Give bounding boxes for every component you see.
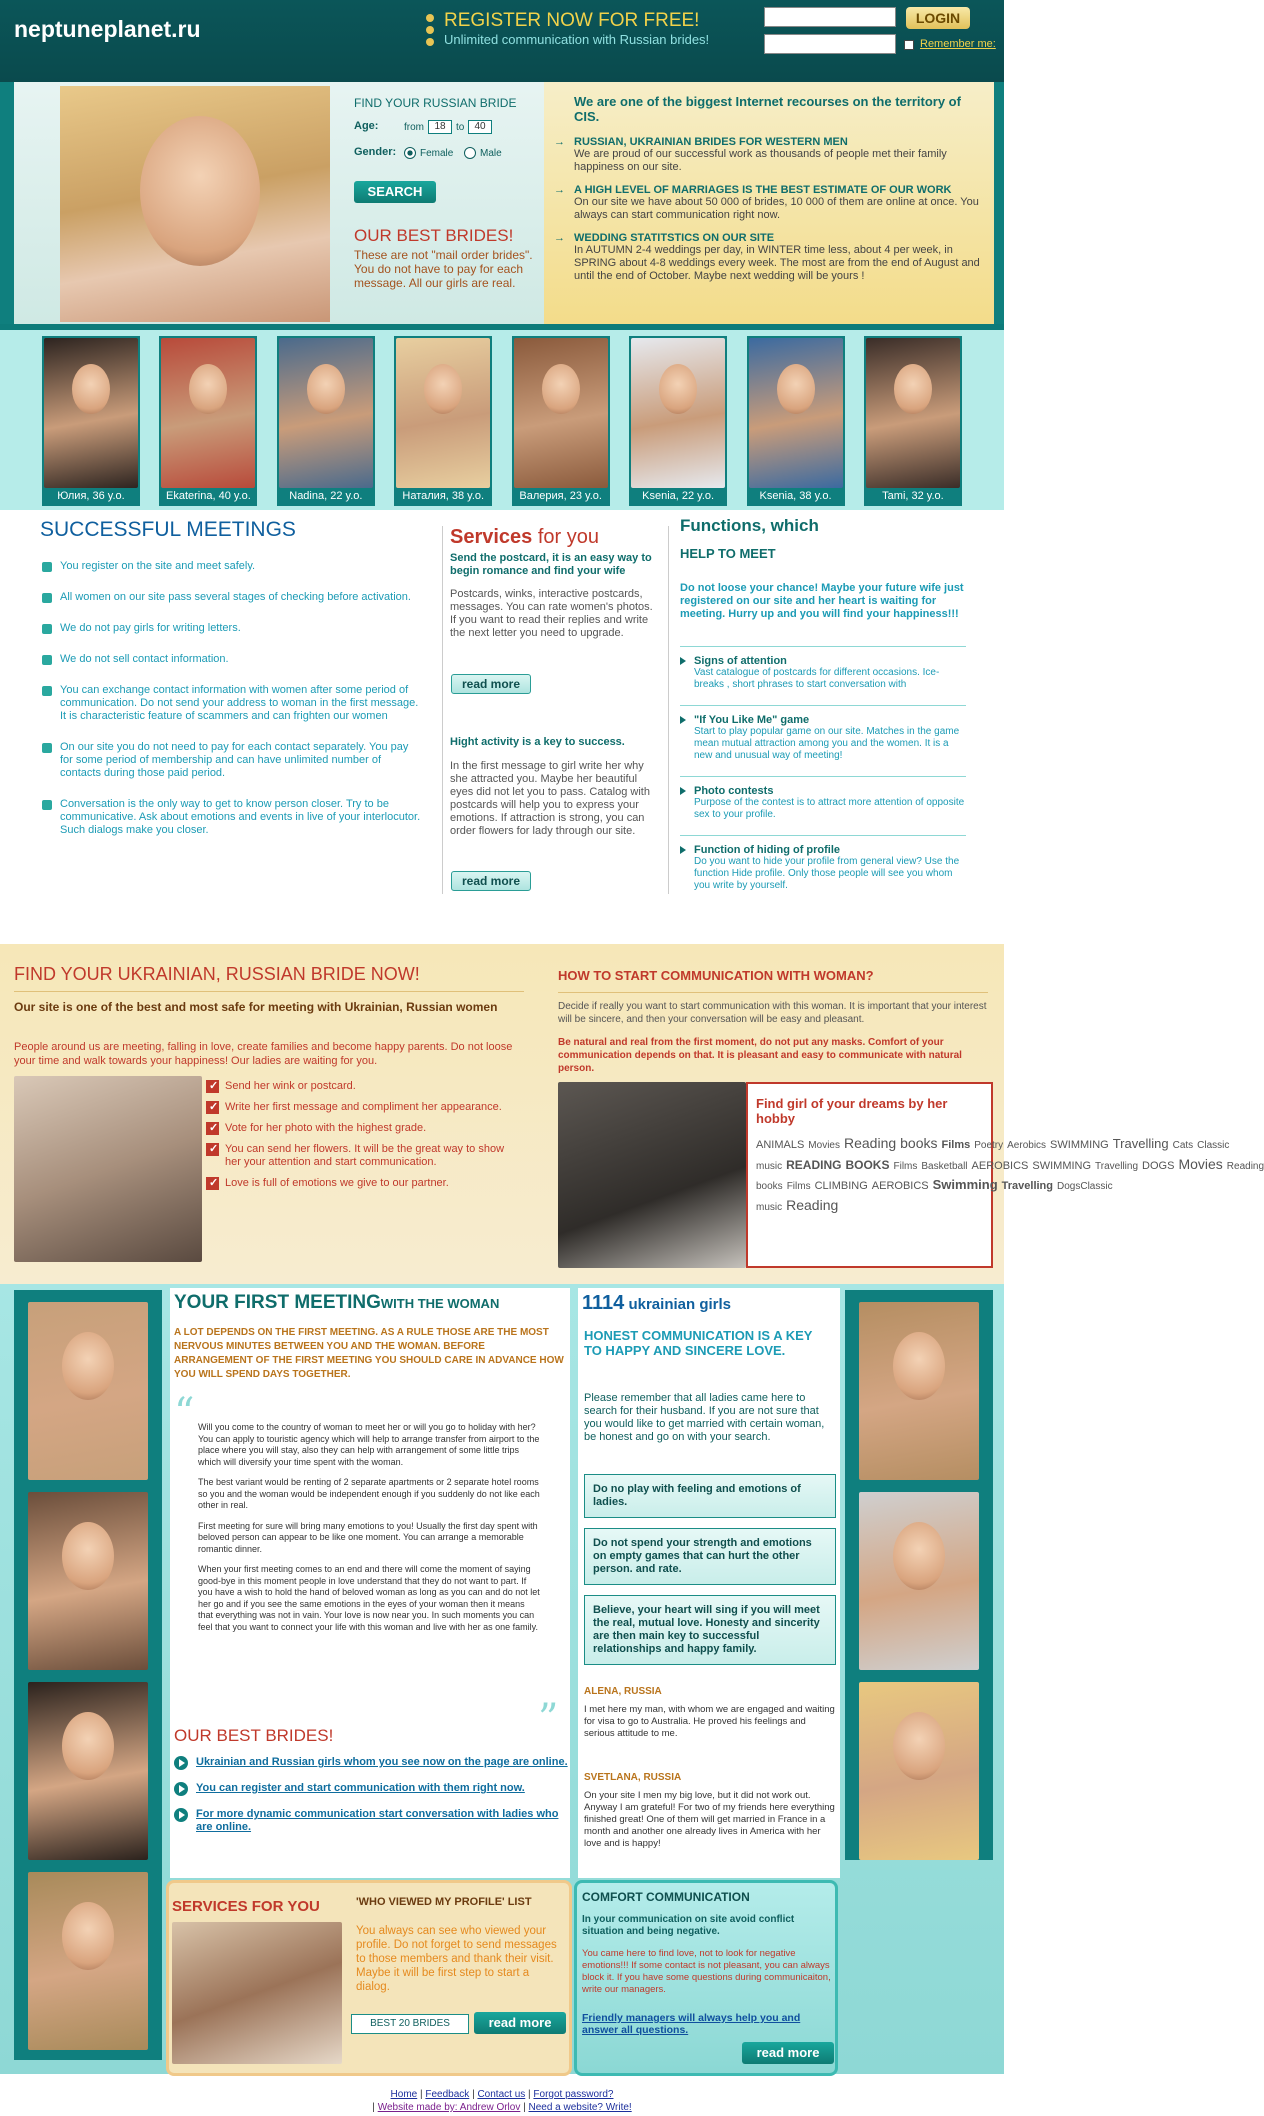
meetings-title: SUCCESSFUL MEETINGS [40,518,296,541]
play-icon [174,1756,188,1770]
services-sub2: Hight activity is a key to success. [450,736,625,748]
girl-thumb[interactable] [159,336,257,506]
howto-photo [558,1082,746,1268]
login-password-input[interactable] [764,34,896,54]
girl-name[interactable]: Ksenia, 38 y.o. [759,490,832,502]
about-item [554,184,984,222]
svc2-read-more[interactable]: read more [474,2012,566,2034]
about-item-text: In AUTUMN 2-4 weddings per day, in WINTER time less, about 4 per week, in SPRING about 4-8 weddings every week. The most are from the end of August and until the end of October. Maybe next wedding will be yours ! [574,244,980,282]
hobby-tag[interactable]: Poetry [974,1140,1004,1151]
girl-photo[interactable] [514,338,608,488]
functions-list [680,646,966,906]
check-icon [206,1122,219,1135]
svc2-title: SERVICES FOR YOU [172,1898,320,1915]
divider [442,526,443,894]
services-text1: Postcards, winks, interactive postcards, messages. You can rate women's photos. If you want to read their replies and write the next letter you need to upgrade. [450,588,653,639]
honest-box: Do not spend your strength and emotions on empty games that can hurt the other person. and rate. [584,1528,836,1585]
girl-thumb[interactable] [629,336,727,506]
hobby-tag[interactable]: books [900,1135,938,1151]
find-photo [14,1076,202,1262]
age-to-label: to [456,122,465,133]
site-logo[interactable]: neptuneplanet.ru [14,16,201,42]
find-item-text: Send her wink or postcard. [225,1080,356,1092]
hobby-tag[interactable]: AEROBICS [971,1160,1029,1172]
face-shape [189,364,227,414]
face-shape [777,364,815,414]
hobby-tags [756,1134,1264,1217]
check-icon [206,1143,219,1156]
find-sub: Our site is one of the best and most safe for meeting with Ukrainian, Russian women [14,1000,498,1014]
hobby-tag[interactable]: Travelling [1095,1161,1139,1172]
comfort-link[interactable]: Friendly managers will always help you and answer all questions. [582,2012,801,2036]
arrow-icon: → [554,184,565,196]
right-photo-column [845,1290,993,1860]
bullet-icon [42,800,52,810]
about-item [554,232,984,283]
function-item [680,646,966,699]
girl-photo[interactable] [161,338,255,488]
meetings-item [42,560,424,573]
howto-text2: Be natural and real from the first moment, do not put any masks. Comfort of your communication depends on that. It is pleasant and easy to communicate with natural person. [558,1037,962,1074]
footer-made-by[interactable]: Website made by: Andrew Orlov [377,2102,521,2113]
side-photo[interactable] [28,1872,148,2050]
bullet-icon [42,743,52,753]
find-item-text: Vote for her photo with the highest grade. [225,1122,427,1134]
hobby-tag[interactable]: AEROBICS [871,1180,929,1192]
meetings-list [42,552,424,837]
face-shape [62,1712,114,1780]
howto-text1: Decide if really you want to start communication with this woman. It is important that your interest will be sincere, and then your conversation will be easy and pleasant. [558,1001,987,1025]
hobby-tag[interactable]: Cats [1172,1140,1194,1151]
hobby-tag[interactable]: Reading books [756,1161,1264,1192]
hobby-tag[interactable]: Reading [843,1135,897,1151]
first-lead: A LOT DEPENDS ON THE FIRST MEETING. AS A RULE THOSE ARE THE MOST NERVOUS MINUTES BETWEEN YOU AND THE WOMAN. BEFORE ARRANGEMENT OF THE FIRST MEETING YOU SHOULD CARE IN ADVANCE HOW YOU WILL SPEND DAYS TOGETHER. [174,1327,564,1380]
testimonial-1: I met here my man, with whom we are engaged and waiting for visa to go to Australia. He proved his feelings and serious attitude to me. [584,1704,835,1739]
howto-title: HOW TO START COMMUNICATION WITH WOMAN? [558,968,874,983]
services-text2: In the first message to girl write her why she attracted you. Maybe her beautiful eyes did not let you to pass. Catalog with postcards will help you to express your emotions. If attraction is strong, you can order flowers for lady through our site. [450,760,650,837]
side-photo[interactable] [859,1492,979,1670]
services-read-more-1[interactable]: read more [451,674,531,694]
triangle-icon [680,846,686,854]
check-icon [206,1101,219,1114]
best-20-button[interactable]: BEST 20 BRIDES [351,2014,469,2034]
about-item-title: WEDDING STATITSTICS ON OUR SITE [574,232,775,244]
svc2-photo [172,1922,342,2064]
side-photo[interactable] [28,1492,148,1670]
meetings-item-text: You register on the site and meet safely. [60,560,256,572]
function-text: Vast catalogue of postcards for different occasions. Ice-breaks , short phrases to start conversation with [694,667,940,690]
age-from-input[interactable]: 18 [428,120,452,134]
first-paragraph: The best variant would be renting of 2 separate apartments or 2 separate hotel rooms so you and the woman would be independent enough if you suddenly do not like each other in real. [198,1477,540,1510]
services-title: Services for you [450,526,599,548]
play-icon [174,1782,188,1796]
meetings-item-text: Conversation is the only way to get to know person closer. Try to be communicative. Ask about emotions and events in live of your interlocutor. Such dialogs make you closer. [60,798,421,836]
quote-close-icon: ” [538,1696,559,1742]
face-shape [659,364,697,414]
play-triangle [179,1811,185,1819]
girl-photo[interactable] [749,338,843,488]
hobby-tag[interactable]: SWIMMING [1050,1139,1109,1151]
girl-thumb[interactable] [42,336,140,506]
girl-name[interactable]: Валерия, 23 y.o. [519,490,602,502]
meetings-item [42,653,424,666]
find-item [206,1080,506,1093]
hobby-tag[interactable]: Aerobics [1007,1140,1047,1151]
arrow-icon: → [554,136,565,148]
arrow-icon: → [554,232,565,244]
age-from-label: from [404,122,424,133]
check-mark: ✓ [209,1080,219,1092]
play-triangle [179,1785,185,1793]
face-shape [62,1332,114,1400]
girl-photo[interactable] [279,338,373,488]
testimonial-1-name: ALENA, RUSSIA [584,1686,662,1697]
comfort-text: You came here to find love, not to look for negative emotions!!! If some contact is not pleasant, you can always block it. If you have some questions during communicaiton, write our managers. [582,1948,831,1995]
function-title[interactable]: "If You Like Me" game [694,714,810,726]
svc2-sub: 'WHO VIEWED MY PROFILE' LIST [356,1896,532,1908]
bullet-icon [42,686,52,696]
side-photo[interactable] [28,1302,148,1480]
remember-checkbox[interactable] [904,40,914,50]
face-shape [893,1712,945,1780]
function-text: Start to play popular game on our site. Matches in the game mean mutual attraction among you and the women. It is a new and unusual way of meeting! [694,726,960,761]
honest-boxes [584,1474,836,1675]
triangle-icon [680,657,686,665]
hobby-tag[interactable]: DOGS [1142,1160,1175,1172]
comfort-read-more[interactable]: read more [742,2042,834,2064]
girl-photo[interactable] [396,338,490,488]
login-email-input[interactable] [764,7,896,27]
meetings-item [42,591,424,604]
functions-title: Functions, which [680,516,819,535]
hobby-tag[interactable]: Classic music [756,1140,1230,1172]
girl-thumb[interactable] [512,336,610,506]
footer-link-feedback[interactable]: Feedback [425,2089,470,2100]
about-item-title: A HIGH LEVEL OF MARRIAGES IS THE BEST ESTIMATE OF OUR WORK [574,184,952,196]
girl-thumb[interactable] [747,336,845,506]
side-photo[interactable] [28,1682,148,1860]
find-item [206,1177,506,1190]
hobby-tag[interactable]: Travelling [1112,1136,1169,1151]
function-item [680,776,966,829]
testimonial-2: On your site I men my big love, but it did not work out. Anyway I am grateful! For two of my friends here everything finished great! One of them will get married in France in a month and another one already lives in America with her love and is happy! [584,1790,835,1849]
hobby-tag[interactable]: Films [786,1181,811,1192]
check-icon [206,1177,219,1190]
side-photo[interactable] [859,1302,979,1480]
find-item-text: You can send her flowers. It will be the great way to show her your attention and start communication. [225,1143,505,1168]
first-link-item [174,1756,568,1770]
functions-sub: HELP TO MEET [680,546,776,561]
first-paragraph: Will you come to the country of woman to meet her or will you go to holiday with her? You can apply to touristic agency which will help to arrange transfer from airport to the place where you will stay, also they can help with arrangement of some little trips which will diversify your time spent with the woman. [198,1422,540,1467]
hobby-tag[interactable]: Films [941,1139,971,1151]
comfort-lead: In your communication on site avoid conflict situation and being negative. [582,1914,795,1937]
hobby-tag[interactable]: Films [893,1161,918,1172]
first-link-item [174,1782,568,1796]
services-read-more-2[interactable]: read more [451,871,531,891]
testimonial-2-name: SVETLANA, RUSSIA [584,1772,682,1783]
hobby-tag[interactable]: CLIMBING [814,1180,868,1192]
first-paragraphs [198,1422,542,1642]
girl-name[interactable]: Наталия, 38 y.o. [402,490,485,502]
hobby-tag[interactable]: SWIMMING [1032,1160,1092,1172]
about-item-text: We are proud of our successful work as thousands of people met their family happiness on our site. [574,148,947,173]
about-list [554,136,984,293]
check-mark: ✓ [209,1143,219,1155]
divider [668,526,669,894]
find-item-text: Write her first message and compliment her appearance. [225,1101,502,1113]
footer-link-home[interactable]: Home [390,2089,418,2100]
girls-1114-title: 1114 ukrainian girls [582,1292,731,1314]
search-title: FIND YOUR RUSSIAN BRIDE [354,96,517,110]
bullet-icon [42,593,52,603]
meetings-item-text: All women on our site pass several stages of checking before activation. [60,591,411,603]
girl-name[interactable]: Tami, 32 y.o. [882,490,944,502]
face-shape [893,1522,945,1590]
find-item-text: Love is full of emotions we give to our partner. [225,1177,449,1189]
honest-box: Do no play with feeling and emotions of ladies. [584,1474,836,1518]
male-label: Male [480,148,502,159]
face-shape [424,364,462,414]
footer-link-forgot[interactable]: Forgot password? [533,2089,614,2100]
function-title[interactable]: Function of hiding of profile [694,844,841,856]
first-link[interactable]: You can register and start communication with them right now. [196,1782,525,1794]
first-title: YOUR FIRST MEETINGWITH THE WOMAN [174,1292,500,1313]
hobby-title: Find girl of your dreams by her hobby [756,1096,948,1126]
function-item [680,705,966,770]
register-link[interactable]: REGISTER NOW FOR FREE! [444,10,700,31]
girl-photo[interactable] [866,338,960,488]
check-mark: ✓ [209,1101,219,1113]
about-item-text: On our site we have about 50 000 of brides, 10 000 of them are online at once. You always can start communication right now. [574,196,979,221]
female-radio[interactable] [404,147,416,159]
hobby-tag[interactable]: READING [786,1158,842,1172]
first-best-title: OUR BEST BRIDES! [174,1726,334,1745]
girl-photo[interactable] [631,338,725,488]
girl-thumb[interactable] [394,336,492,506]
hero-photo [60,86,330,322]
hobby-tag[interactable]: Movies [808,1140,840,1151]
hobby-tag[interactable]: DogsClassic music [756,1181,1113,1213]
side-photo[interactable] [859,1682,979,1860]
find-title: FIND YOUR UKRAINIAN, RUSSIAN BRIDE NOW! [14,964,420,984]
find-item [206,1101,506,1114]
footer-need-website[interactable]: Need a website? Write! [528,2102,632,2113]
check-mark: ✓ [209,1122,219,1134]
divider [558,992,988,993]
face-shape [893,1332,945,1400]
hobby-tag[interactable]: Reading [786,1197,839,1213]
honest-title: HONEST COMMUNICATION IS A KEY TO HAPPY AND SINCERE LOVE. [584,1328,813,1358]
about-item-title: RUSSIAN, UKRAINIAN BRIDES FOR WESTERN MEN [574,136,848,148]
first-link-item [174,1808,568,1834]
first-paragraph: When your first meeting comes to an end and there will come the moment of saying good-bye in this moment people in love understand that they do not want to part. If you have a wish to hold the hand of beloved woman as long as you can and do not let her go and if you see the same emotions in the eyes of your woman then it means that everything was not in vain. Your love is now near you. In such moments you can feel that you want to connect your life with this woman and live with her as one family. [198,1564,540,1632]
hobby-tag[interactable]: Swimming [932,1177,998,1192]
triangle-icon [680,787,686,795]
find-item [206,1143,506,1169]
comfort-title: COMFORT COMMUNICATION [582,1890,750,1904]
girls-row [42,336,962,508]
meetings-item [42,798,424,837]
triangle-icon [680,716,686,724]
age-to-input[interactable]: 40 [468,120,492,134]
girl-name[interactable]: Ekaterina, 40 y.o. [166,490,251,502]
girl-name[interactable]: Ksenia, 22 y.o. [642,490,715,502]
footer: Home | Feedback | Contact us | Forgot password? | Website made by: Andrew Orlov | Need a website? Write! [372,2089,632,2113]
meetings-item [42,741,424,780]
play-triangle [179,1759,185,1767]
bullet-icon [42,562,52,572]
best-brides-text: These are not "mail order brides". You do not have to pay for each message. All our girls are real. [354,248,533,290]
first-links [174,1756,568,1846]
check-icon [206,1080,219,1093]
meetings-item-text: We do not sell contact information. [60,653,229,665]
bullet-icon [42,655,52,665]
first-link[interactable]: For more dynamic communication start conversation with ladies who are online. [196,1808,559,1833]
function-title[interactable]: Signs of attention [694,655,787,667]
register-subtitle: Unlimited communication with Russian brides! [444,32,710,47]
age-label: Age: [354,120,379,132]
best-brides-title: OUR BEST BRIDES! [354,226,514,245]
face-shape [62,1522,114,1590]
first-paragraph: First meeting for sure will bring many emotions to you! Usually the first day spent with beloved person can appear to be like one moment. You can arrange a memorable romantic dinner. [198,1520,538,1554]
login-button[interactable]: LOGIN [906,7,970,29]
face-shape [307,364,345,414]
male-radio[interactable] [464,147,476,159]
meetings-item [42,684,424,723]
hobby-tag[interactable]: BOOKS [845,1158,890,1172]
function-title[interactable]: Photo contests [694,785,774,797]
check-mark: ✓ [209,1177,219,1189]
meetings-item [42,622,424,635]
left-photo-column [14,1290,162,2060]
about-item [554,136,984,174]
find-list [206,1080,506,1198]
function-text: Purpose of the contest is to attract more attention of opposite sex to your profile. [694,797,965,820]
honest-text: Please remember that all ladies came here to search for their husband. If you are not sure that you would like to get married with certain woman, be honest and go on with your search. [584,1392,825,1443]
search-button[interactable]: SEARCH [354,181,436,203]
services-sub1: Send the postcard, it is an easy way to begin romance and find your wife [450,552,652,577]
first-link[interactable]: Ukrainian and Russian girls whom you see now on the page are online. [196,1756,568,1768]
female-label: Female [420,148,454,159]
meetings-item-text: On our site you do not need to pay for each contact separately. You pay for some period of membership and can have unlimited number of contacts during those paid period. [60,741,409,779]
gender-label: Gender: [354,146,397,158]
face-shape [72,364,110,414]
girl-photo[interactable] [44,338,138,488]
hobby-tag[interactable]: Movies [1178,1156,1223,1172]
bullet-icon [42,624,52,634]
girl-name[interactable]: Юлия, 36 y.o. [57,490,125,502]
meetings-item-text: You can exchange contact information with women after some period of communication. Do not send your address to woman in the first message. It is characteristic feature of scammers and can frighten our women [60,684,419,722]
quote-open-icon: “ [174,1390,195,1436]
divider [14,991,524,992]
find-item [206,1122,506,1135]
honest-box: Believe, your heart will sing if you will meet the real, mutual love. Honesty and sincerity are then main key to successful relationships and happy family. [584,1595,836,1665]
hobby-box [746,1082,1264,1268]
hobby-tag[interactable]: ANIMALS [756,1139,805,1151]
play-icon [174,1808,188,1822]
girl-name[interactable]: Nadina, 22 y.o. [289,490,363,502]
face-shape [62,1902,114,1970]
function-item [680,835,966,900]
footer-link-contact[interactable]: Contact us [477,2089,526,2100]
dots-icon [426,14,434,48]
remember-label: Remember me: [920,38,996,50]
girl-thumb[interactable] [864,336,962,506]
hobby-tag[interactable]: Travelling [1001,1180,1053,1192]
face-shape [542,364,580,414]
find-text: People around us are meeting, falling in love, create families and become happy parents. Do not loose your time and walk towards your happiness! Our ladies are waiting for you. [14,1041,513,1067]
function-text: Do you want to hide your profile from general view? Use the function Hide profile. Only those people will see you whom you write by yourself. [694,856,960,891]
girl-thumb[interactable] [277,336,375,506]
about-title: We are one of the biggest Internet recourses on the territory of CIS. [574,94,961,124]
meetings-item-text: We do not pay girls for writing letters. [60,622,241,634]
svc2-text: You always can see who viewed your profile. Do not forget to send messages to those members and thank their visit. Maybe it will be first step to start a dialog. [356,1925,557,1993]
face-shape [894,364,932,414]
functions-intro: Do not loose your chance! Maybe your future wife just registered on our site and her heart is waiting for meeting. Hurry up and you will find your happiness!!! [680,582,964,620]
hobby-tag[interactable]: Basketball [921,1161,968,1172]
